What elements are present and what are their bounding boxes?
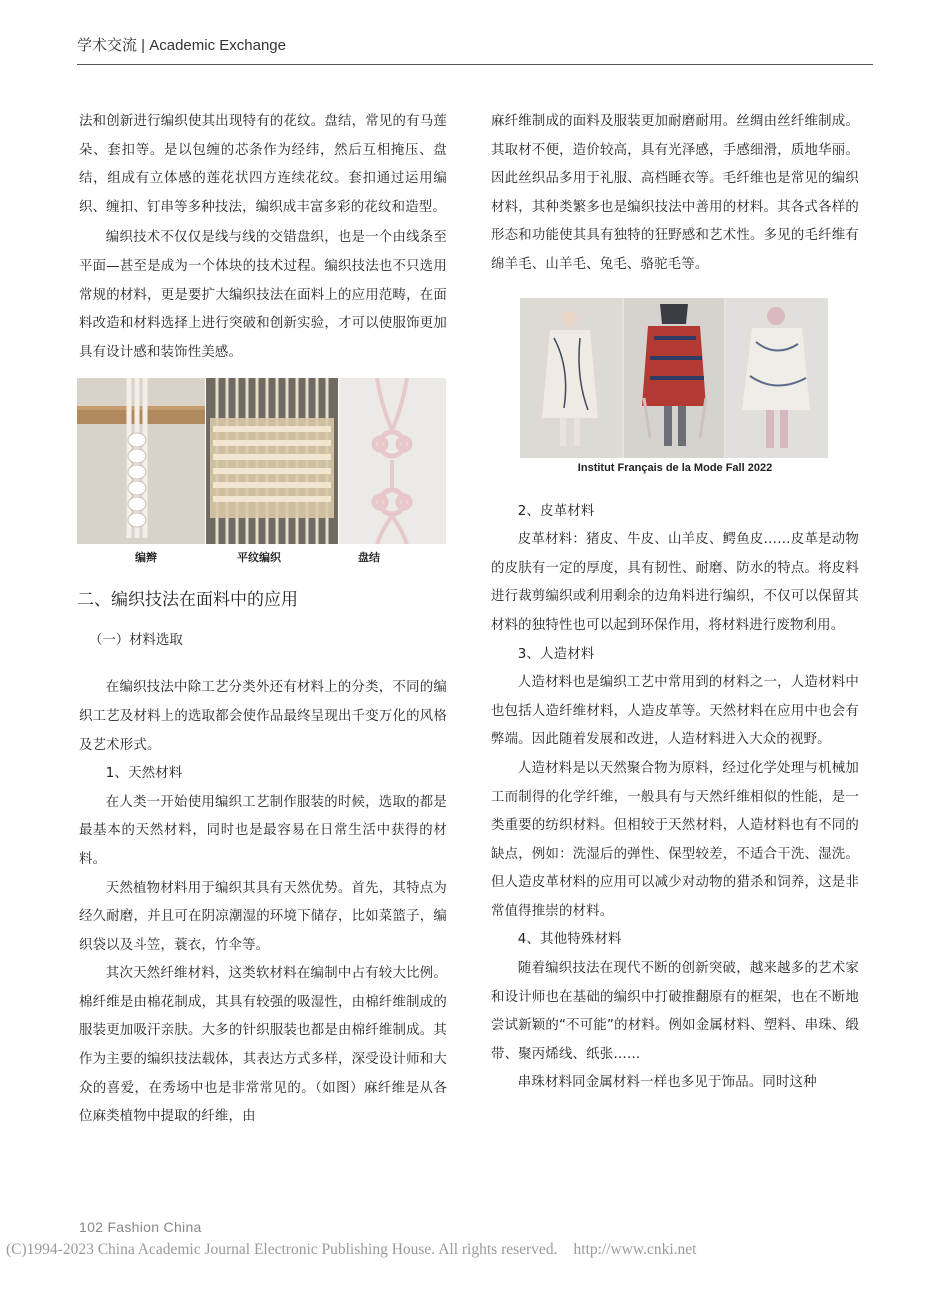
braid-photo <box>77 378 205 544</box>
runway-figure <box>520 298 828 458</box>
running-header: 学术交流 | Academic Exchange <box>77 37 286 54</box>
body-paragraph: 串珠材料同金属材料一样也多见于饰品。同时这种 <box>517 1075 817 1091</box>
page-footer: 102 Fashion China <box>79 1219 202 1235</box>
right-column <box>491 108 859 1098</box>
caption-knot: 盘结 <box>358 552 380 565</box>
item-heading: 2、皮革材料 <box>517 503 595 519</box>
body-paragraph: 人造材料是以天然聚合物为原料，经过化学处理与机械加工而制得的化学纤维，一般具有与天然纤维相似的性能，是一类重要的纺织材料。但相较于天然材料，人造材料也有不同的缺点，例如：洗湿后的弹性、保型较差，不适合干洗、湿洗。但人造皮革材料的应用可以减少对动物的猎杀和饲养，这是非常值得推崇的材料。 <box>491 760 859 919</box>
header-divider <box>77 64 873 65</box>
body-paragraph: 人造材料也是编织工艺中常用到的材料之一，人造材料中也包括人造纤维材料，人造皮革等。天然材料在应用中也会有弊端。因此随着发展和改进，人造材料进入大众的视野。 <box>491 675 859 748</box>
body-paragraph: 在编织技法中除工艺分类外还有材料上的分类，不同的编织工艺及材料上的选取都会使作品最终呈现出千变万化的风格及艺术形式。 <box>79 680 447 753</box>
copyright-text: (C)1994-2023 China Academic Journal Electronic Publishing House. All rights reserved. <box>6 1241 558 1258</box>
runway-photo <box>520 298 828 458</box>
item-heading: 1、天然材料 <box>105 766 183 782</box>
plain-weave-photo <box>206 378 338 544</box>
runway-caption: Institut Français de la Mode Fall 2022 <box>577 461 773 474</box>
body-paragraph: 其次天然纤维材料，这类软材料在编制中占有较大比例。棉纤维是由棉花制成，其具有较强的吸湿性，由棉纤维制成的服装更加吸汗亲肤。大多的针织服装也都是由棉纤维制成。其作为主要的编织技法载体，其表达方式多样，深受设计师和大众的喜爱，在秀场中也是非常常见的。（如图）麻纤维是从各位麻类植物中提取的纤维，由 <box>79 966 447 1125</box>
caption-braid: 编辫 <box>135 552 157 565</box>
copyright-url: http://www.cnki.net <box>573 1241 697 1258</box>
figure-captions <box>77 544 446 568</box>
body-paragraph: 麻纤维制成的面料及服装更加耐磨耐用。丝绸由丝纤维制成。其取材不便，造价较高，具有光泽感，手感细滑，质地华丽。因此丝织品多用于礼服、高档睡衣等。毛纤维也是常见的编织材料，其种类繁多也是编织技法中善用的材料。其各式各样的形态和功能使其具有独特的狂野感和艺术性。多见的毛纤维有绵羊毛、山羊毛、兔毛、骆驼毛等。 <box>491 114 859 272</box>
body-paragraph: 法和创新进行编织使其出现特有的花纹。盘结，常见的有马莲朵、套扣等。是以包缠的芯条作为经纬，然后互相掩压、盘结，组成有立体感的莲花状四方连续花纹。套扣通过运用编织、缠扣、钉串等多种技法，编织成丰富多彩的花纹和造型。 <box>79 114 447 215</box>
body-paragraph: 随着编织技法在现代不断的创新突破，越来越多的艺术家和设计师也在基础的编织中打破推翻原有的框架，也在不断地尝试新颖的“不可能”的材料。例如金属材料、塑料、串珠、缎带、聚丙烯线、纸张…… <box>491 961 859 1062</box>
body-paragraph: 在人类一开始使用编织工艺制作服装的时候，选取的都是最基本的天然材料，同时也是最容易在日常生活中获得的材料。 <box>79 794 447 867</box>
body-paragraph: 天然植物材料用于编织其具有天然优势。首先，其特点为经久耐磨，并且可在阴凉潮湿的环境下储存，比如菜篮子，编织袋以及斗笠，蓑衣，竹伞等。 <box>79 880 447 953</box>
subsection-heading: （一）材料选取 <box>89 633 183 649</box>
copyright-line <box>6 1241 950 1259</box>
body-paragraph: 皮革材料：猪皮、牛皮、山羊皮、鳄鱼皮……皮革是动物的皮肤有一定的厚度，具有韧性、耐磨、防水的特点。将皮料进行裁剪编织或利用剩余的边角料进行编织，不仅可以保留其材料的独特性也可以起到环保作用，将材料进行废物利用。 <box>491 532 859 633</box>
braiding-photos <box>77 378 446 544</box>
knot-photo <box>339 378 446 544</box>
item-heading: 4、其他特殊材料 <box>517 932 622 948</box>
braiding-figure <box>77 378 446 544</box>
caption-plain-weave: 平纹编织 <box>237 552 281 565</box>
body-paragraph: 编织技术不仅仅是线与线的交错盘织，也是一个由线条至平面—甚至是成为一个体块的技术过程。编织技法也不只选用常规的材料，更是要扩大编织技法在面料上的应用范畴，在面料改造和材料选择上进行突破和创新实验，才可以使服饰更加具有设计感和装饰性美感。 <box>79 230 447 360</box>
left-column <box>79 108 447 1132</box>
item-heading: 3、人造材料 <box>517 646 595 662</box>
section-heading: 二、编织技法在面料中的应用 <box>77 590 298 611</box>
